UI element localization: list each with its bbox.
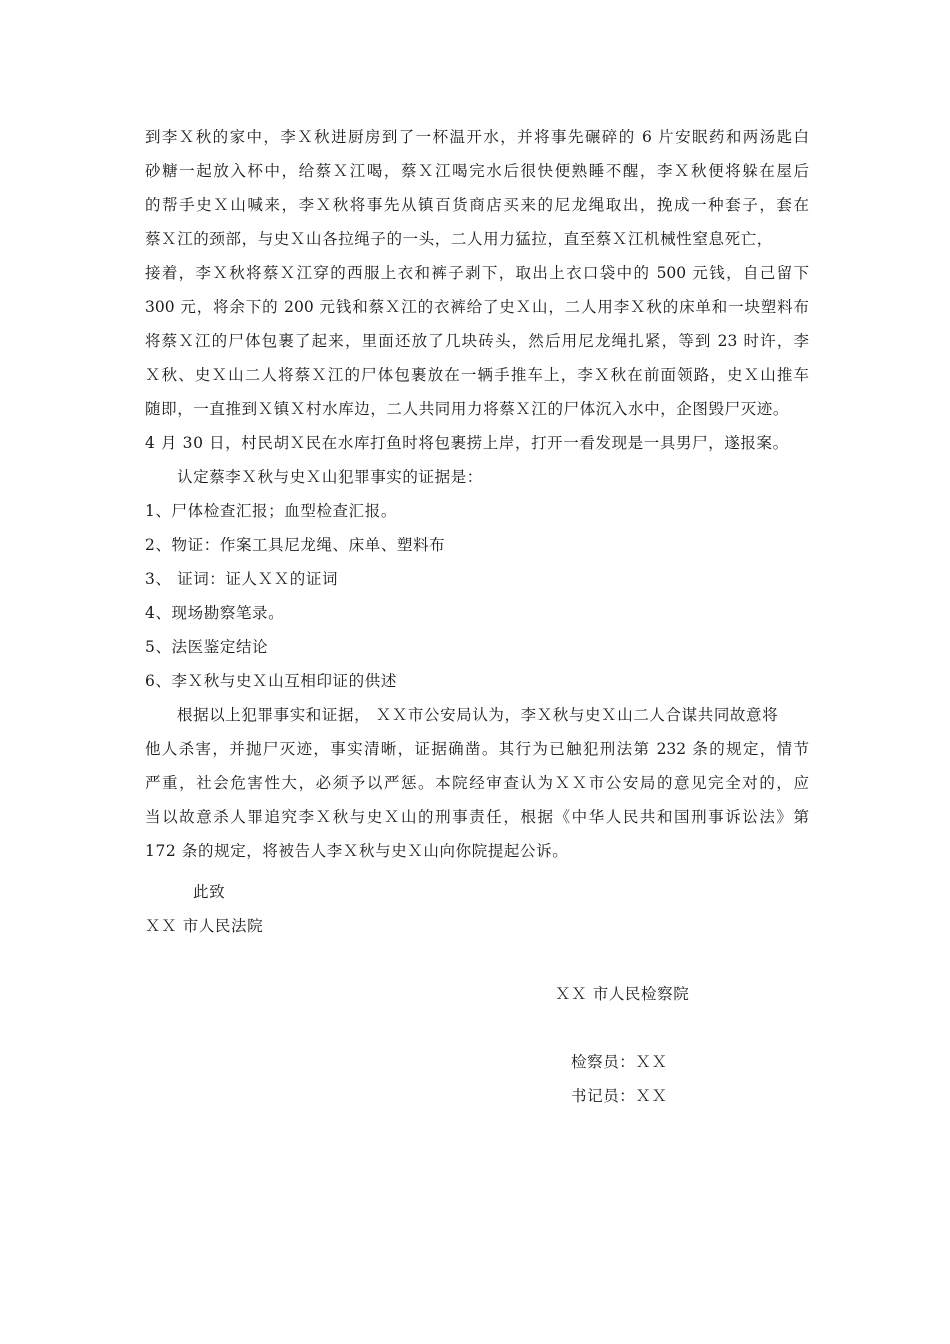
conclusion-line: 172 条的规定，将被告人李Ｘ秋与史Ｘ山向你院提起公诉。	[145, 842, 569, 860]
body-line: 接着，李Ｘ秋将蔡Ｘ江穿的西服上衣和裤子剥下，取出上衣口袋中的 500 元钱，自己留下	[145, 264, 809, 282]
body-line: Ｘ秋、史Ｘ山二人将蔡Ｘ江的尸体包裹放在一辆手推车上，李Ｘ秋在前面领路，史Ｘ山推车	[145, 366, 809, 384]
body-line: 将蔡Ｘ江的尸体包裹了起来，里面还放了几块砖头，然后用尼龙绳扎紧，等到 23 时许，李	[145, 332, 809, 350]
evidence-item: 4、现场勘察笔录。	[145, 604, 285, 622]
body-line: 4 月 30 日，村民胡Ｘ民在水库打鱼时将包裹捞上岸，打开一看发现是一具男尸，遂报案。	[145, 434, 789, 452]
conclusion-line: 当以故意杀人罪追究李Ｘ秋与史Ｘ山的刑事责任，根据《中华人民共和国刑事诉讼法》第	[145, 808, 809, 826]
conclusion-line: 他人杀害，并抛尸灭迹，事实清晰，证据确凿。其行为已触犯刑法第 232 条的规定，情节	[145, 740, 809, 758]
body-line: 到李Ｘ秋的家中，李Ｘ秋进厨房到了一杯温开水，并将事先碾碎的 6 片安眠药和两汤匙白	[145, 128, 809, 146]
body-line: 砂糖一起放入杯中，给蔡Ｘ江喝，蔡Ｘ江喝完水后很快便熟睡不醒，李Ｘ秋便将躲在屋后	[145, 162, 809, 180]
evidence-item: 3、 证词：证人ＸＸ的证词	[145, 570, 339, 588]
clerk-signature: 书记员：ＸＸ	[571, 1087, 668, 1105]
evidence-intro: 认定蔡李Ｘ秋与史Ｘ山犯罪事实的证据是：	[177, 468, 483, 486]
conclusion-line: 严重，社会危害性大，必须予以严惩。本院经审查认为ＸＸ市公安局的意见完全对的，应	[145, 774, 809, 792]
issuing-authority: ＸＸ 市人民检察院	[555, 985, 690, 1003]
body-line: 300 元，将余下的 200 元钱和蔡Ｘ江的衣裤给了史Ｘ山，二人用李Ｘ秋的床单和一块塑料布	[145, 298, 809, 316]
conclusion-line: 根据以上犯罪事实和证据， ＸＸ市公安局认为，李Ｘ秋与史Ｘ山二人合谋共同故意将	[177, 706, 779, 724]
addressee: ＸＸ 市人民法院	[145, 917, 264, 935]
evidence-item: 1、尸体检查汇报；血型检查汇报。	[145, 502, 397, 520]
body-line: 蔡Ｘ江的颈部，与史Ｘ山各拉绳子的一头，二人用力猛拉，直至蔡Ｘ江机械性窒息死亡，	[145, 230, 773, 248]
body-line: 的帮手史Ｘ山喊来，李Ｘ秋将事先从镇百货商店买来的尼龙绳取出，挽成一种套子，套在	[145, 196, 809, 214]
evidence-item: 6、李Ｘ秋与史Ｘ山互相印证的供述	[145, 672, 397, 690]
prosecutor-signature: 检察员：ＸＸ	[571, 1053, 668, 1071]
evidence-item: 2、物证：作案工具尼龙绳、床单、塑料布	[145, 536, 446, 554]
closing-salutation: 此致	[193, 883, 226, 901]
body-line: 随即，一直推到Ｘ镇Ｘ村水库边，二人共同用力将蔡Ｘ江的尸体沉入水中，企图毁尸灭迹。	[145, 400, 790, 418]
evidence-item: 5、法医鉴定结论	[145, 638, 269, 656]
